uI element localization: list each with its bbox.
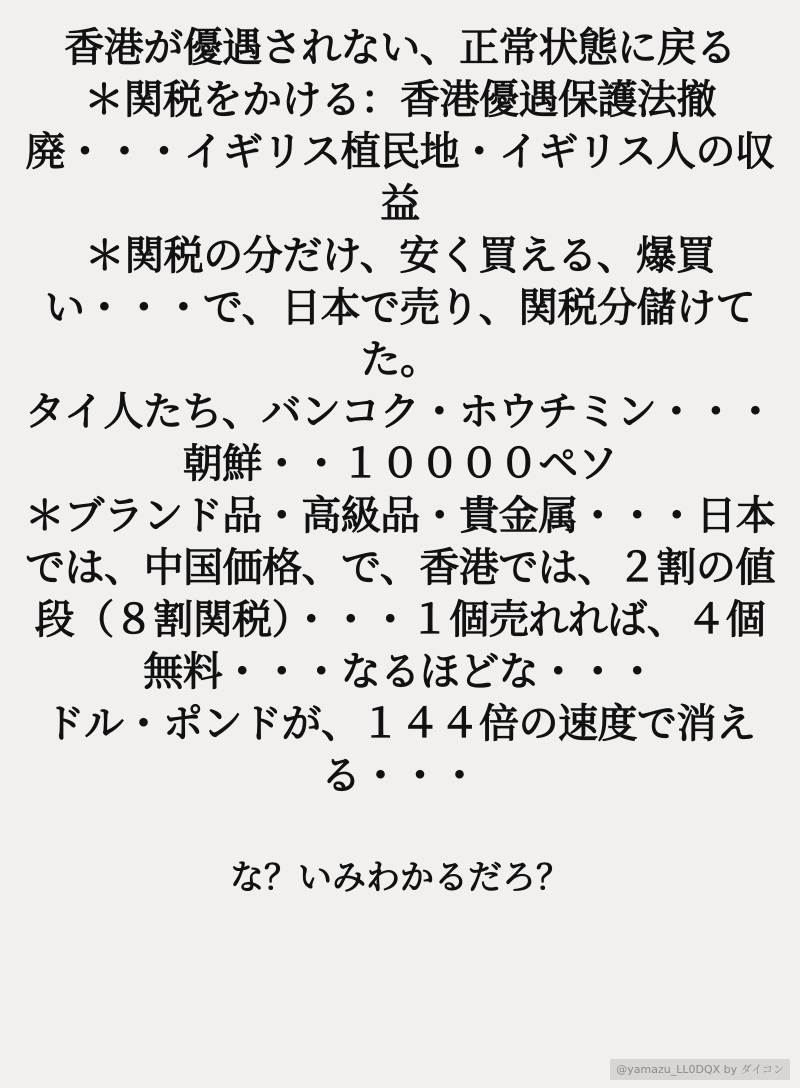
paragraph-5: ＊ブランド品・高級品・貴金属・・・日本では、中国価格、で、香港では、２割の値段（８割関税）・・・１個売れれば、４個無料・・・なるほどな・・・	[24, 493, 776, 695]
paragraph-2: ＊関税をかける：香港優遇保護法撤廃・・・イギリス植民地・イギリス人の収益	[25, 77, 775, 227]
paragraph-4: タイ人たち、バンコク・ホウチミン・・・朝鮮・・１００００ペソ	[25, 389, 775, 487]
paragraph-3: ＊関税の分だけ、安く買える、爆買い・・・で、日本で売り、関税分儲けてた。	[44, 233, 756, 383]
document-body	[18, 22, 782, 802]
paragraph-1: 香港が優遇されない、正常状態に戻る	[64, 25, 736, 71]
paragraph-6: ドル・ポンドが、１４４倍の速度で消える・・・	[44, 701, 756, 799]
credit-area	[610, 1059, 790, 1080]
closing-line: な？いみわかるだろ？	[230, 858, 570, 898]
credit-watermark: @yamazu_LL0DQX by ダイコン	[610, 1059, 790, 1080]
bottom-spacer	[18, 900, 782, 1078]
